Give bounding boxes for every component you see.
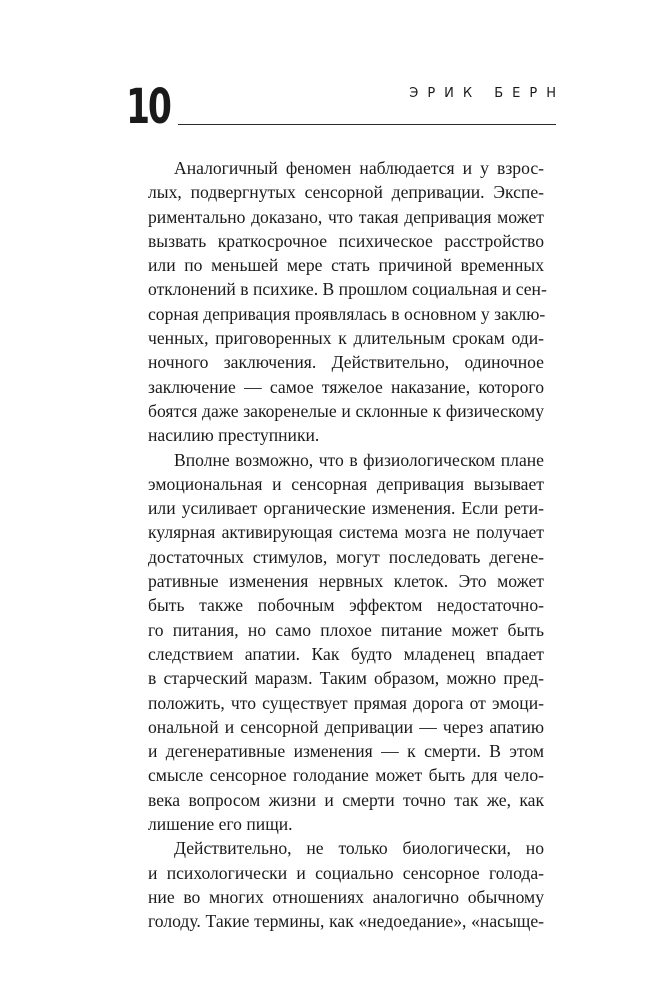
text-line: ональной и сенсорной депривации — через апатию — [148, 716, 544, 737]
text-line: ченных, приговоренных к длительным срокам оди- — [148, 328, 544, 349]
text-line: риментально доказано, что такая депривация может — [148, 206, 544, 227]
text-line: смысле сенсорное голодание может быть для чело- — [148, 765, 544, 786]
text-line: ративные изменения нервных клеток. Это может — [148, 571, 544, 592]
header-rule — [178, 124, 556, 125]
page-header — [126, 79, 565, 135]
text-line: отклонений в психике. В прошлом социальная и сен- — [148, 279, 547, 300]
text-line: или усиливает органические изменения. Если рети- — [148, 498, 544, 519]
running-title: ЭРИК БЕРН — [409, 86, 565, 101]
text-line: и дегенеративные изменения — к смерти. В этом — [148, 741, 544, 762]
text-line: быть также побочным эффектом недостаточно- — [148, 595, 544, 616]
text-line: насилию преступники. — [148, 425, 320, 446]
text-line: положить, что существует прямая дорога от эмоци- — [148, 692, 544, 713]
page-number: 10 — [126, 79, 170, 135]
text-line: Вполне возможно, что в физиологическом плане — [174, 449, 544, 470]
text-line: эмоциональная и сенсорная депривация вызывает — [148, 473, 544, 494]
body-text — [148, 156, 547, 934]
text-line: лишение его пищи. — [148, 814, 293, 835]
text-line: боятся даже закоренелые и склонные к физическому — [148, 400, 544, 421]
text-line: голоду. Такие термины, как «недоедание», «насыще- — [148, 911, 544, 932]
text-line: следствием апатии. Как будто младенец впадает — [148, 643, 544, 664]
text-line: лых, подвергнутых сенсорной депривации. Экспе- — [148, 182, 544, 203]
text-line: в старческий маразм. Таким образом, можно пред- — [148, 668, 544, 689]
text-line: сорная депривация проявлялась в основном у заклю- — [148, 303, 546, 324]
text-line: го питания, но само плохое питание может быть — [148, 619, 544, 640]
paragraph — [148, 836, 544, 933]
text-line: века вопросом жизни и смерти точно так же, как — [148, 789, 544, 810]
text-line: ние во многих отношениях аналогично обычному — [148, 886, 544, 907]
text-line: кулярная активирующая система мозга не получает — [148, 522, 544, 543]
text-line: заключение — самое тяжелое наказание, которого — [148, 376, 544, 397]
text-line: вызвать краткосрочное психическое расстройство — [148, 230, 544, 251]
text-line: и психологически и социально сенсорное голода- — [148, 862, 544, 883]
text-line: Аналогичный феномен наблюдается и у взрос- — [174, 158, 544, 178]
paragraph — [148, 156, 547, 448]
text-line: ночного заключения. Действительно, одиночное — [148, 352, 544, 373]
text-line: или по меньшей мере стать причиной временных — [148, 255, 544, 276]
text-line: Действительно, не только биологически, но — [174, 838, 544, 859]
paragraph — [148, 448, 544, 837]
text-line: достаточных стимулов, могут последовать дегене- — [148, 546, 544, 567]
